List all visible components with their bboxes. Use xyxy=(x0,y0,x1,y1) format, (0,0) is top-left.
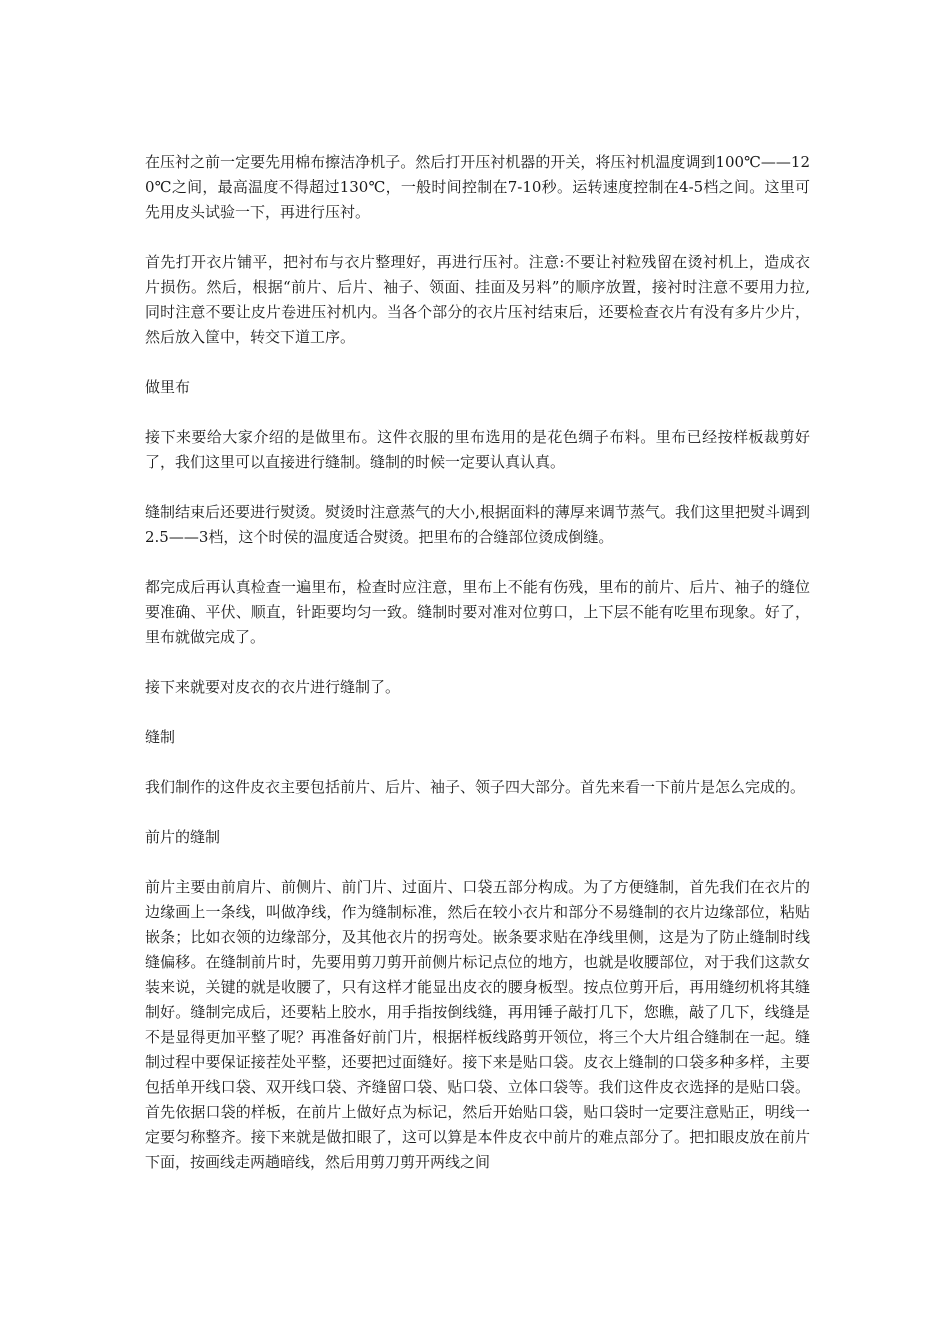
paragraph-sewing-intro: 我们制作的这件皮衣主要包括前片、后片、袖子、领子四大部分。首先来看一下前片是怎么完成的。 xyxy=(145,778,806,796)
paragraph-pressing-steps: 首先打开衣片铺平，把衬布与衣片整理好，再进行压衬。注意:不要让衬粒残留在烫衬机上，造成衣片损伤。然后，根据“前片、后片、袖子、领面、挂面及另料”的顺序放置，接衬时注意不要用力拉,同时注意不要让皮片卷进压衬机内。当各个部分的衣片压衬结束后，还要检查衣片有没有多片少片，然后放入筐中，转交下道工序。 xyxy=(145,253,810,346)
section-heading-sewing: 缝制 xyxy=(145,728,176,746)
section-heading-front-panel: 前片的缝制 xyxy=(145,828,221,846)
paragraph-front-panel-details: 前片主要由前肩片、前侧片、前门片、过面片、口袋五部分构成。为了方便缝制，首先我们在衣片的边缘画上一条线，叫做净线，作为缝制标准，然后在较小衣片和部分不易缝制的衣片边缘部位，粘贴嵌条；比如衣领的边缘部分，及其他衣片的拐弯处。嵌条要求贴在净线里侧，这是为了防止缝制时线缝偏移。在缝制前片时，先要用剪刀剪开前侧片标记点位的地方，也就是收腰部位，对于我们这款女装来说，关键的就是收腰了，只有这样才能显出皮衣的腰身板型。按点位剪开后，再用缝纫机将其缝制好。缝制完成后，还要粘上胶水，用手指按倒线缝，再用锤子敲打几下，您瞧，敲了几下，线缝是不是显得更加平整了呢？再准备好前门片，根据样板线路剪开领位，将三个大片组合缝制在一起。缝制过程中要保证接茬处平整，还要把过面缝好。接下来是贴口袋。皮衣上缝制的口袋多种多样，主要包括单开线口袋、双开线口袋、齐缝留口袋、贴口袋、立体口袋等。我们这件皮衣选择的是贴口袋。首先依据口袋的样板，在前片上做好点为标记，然后开始贴口袋，贴口袋时一定要注意贴正，明线一定要匀称整齐。接下来就是做扣眼了，这可以算是本件皮衣中前片的难点部分了。把扣眼皮放在前片下面，按画线走两趟暗线，然后用剪刀剪开两线之间 xyxy=(145,878,810,1171)
paragraph-transition: 接下来就要对皮衣的衣片进行缝制了。 xyxy=(145,678,401,696)
paragraph-pressing-intro: 在压衬之前一定要先用棉布擦洁净机子。然后打开压衬机器的开关，将压衬机温度调到100℃——120℃之间，最高温度不得超过130℃，一般时间控制在7-10秒。运转速度控制在4-5档之间。这里可先用皮头试验一下，再进行压衬。 xyxy=(145,153,810,221)
paragraph-lining-intro: 接下来要给大家介绍的是做里布。这件衣服的里布选用的是花色绸子布料。里布已经按样板裁剪好了，我们这里可以直接进行缝制。缝制的时候一定要认真认真。 xyxy=(145,428,810,471)
paragraph-lining-inspection: 都完成后再认真检查一遍里布，检查时应注意，里布上不能有伤残，里布的前片、后片、袖子的缝位要准确、平伏、顺直，针距要均匀一致。缝制时要对准对位剪口，上下层不能有吃里布现象。好了，里布就做完成了。 xyxy=(145,578,810,646)
document-body xyxy=(145,150,810,1200)
section-heading-lining: 做里布 xyxy=(145,378,191,396)
paragraph-lining-ironing: 缝制结束后还要进行熨烫。熨烫时注意蒸气的大小,根据面料的薄厚来调节蒸气。我们这里把熨斗调到2.5——3档，这个时侯的温度适合熨烫。把里布的合缝部位烫成倒缝。 xyxy=(145,503,810,546)
